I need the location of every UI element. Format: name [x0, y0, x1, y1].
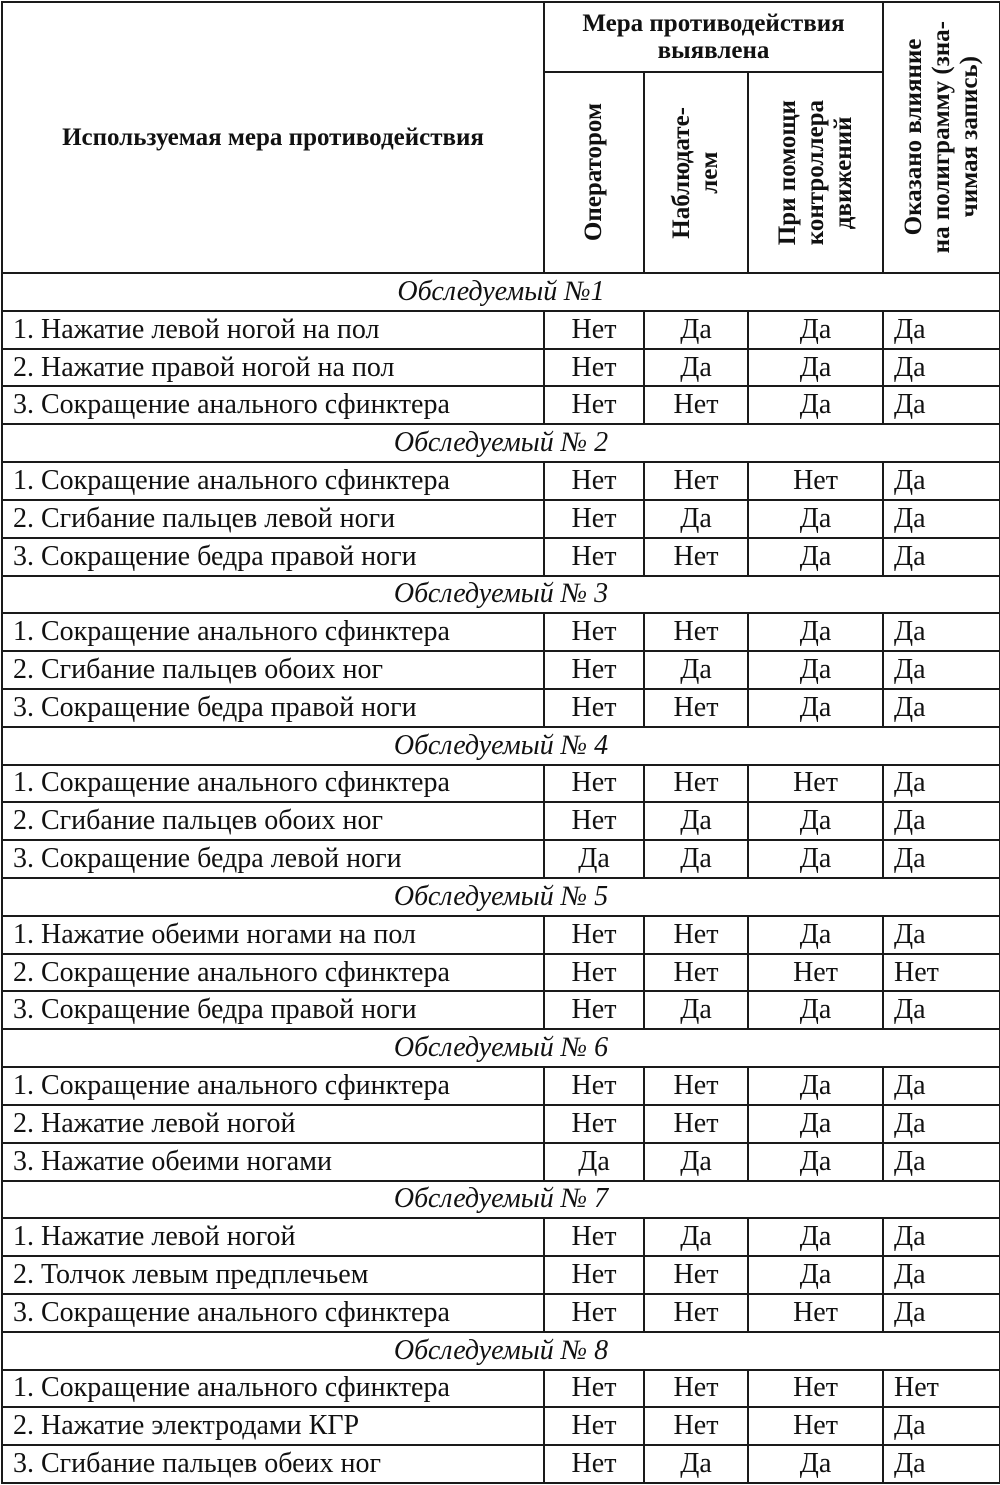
controller-cell: Да	[748, 1105, 883, 1143]
measure-cell: 2. Сокращение анального сфинктера	[2, 954, 544, 992]
table-row	[2, 311, 1000, 349]
operator-cell: Нет	[544, 538, 644, 576]
influence-cell: Да	[883, 386, 1000, 424]
observer-cell: Да	[644, 1445, 748, 1483]
observer-cell: Нет	[644, 1256, 748, 1294]
measure-cell: 3. Сокращение бедра левой ноги	[2, 840, 544, 878]
measure-cell: 1. Сокращение анального сфинктера	[2, 1370, 544, 1408]
measure-cell: 1. Сокращение анального сфинктера	[2, 765, 544, 803]
controller-cell: Да	[748, 651, 883, 689]
observer-cell: Нет	[644, 765, 748, 803]
operator-cell: Да	[544, 840, 644, 878]
controller-cell: Нет	[748, 1407, 883, 1445]
controller-cell: Да	[748, 916, 883, 954]
controller-cell: Да	[748, 991, 883, 1029]
operator-cell: Нет	[544, 689, 644, 727]
controller-cell: Да	[748, 349, 883, 387]
measure-cell: 2. Сгибание пальцев левой ноги	[2, 500, 544, 538]
table-row	[2, 689, 1000, 727]
controller-cell: Нет	[748, 462, 883, 500]
observer-cell: Нет	[644, 916, 748, 954]
operator-cell: Нет	[544, 802, 644, 840]
table-row	[2, 613, 1000, 651]
controller-cell: Да	[748, 689, 883, 727]
operator-cell: Да	[544, 1143, 644, 1181]
controller-cell: Нет	[748, 954, 883, 992]
influence-cell: Да	[883, 1067, 1000, 1105]
measure-cell: 3. Сокращение анального сфинктера	[2, 1294, 544, 1332]
observer-cell: Да	[644, 500, 748, 538]
table-row	[2, 500, 1000, 538]
measure-cell: 1. Сокращение анального сфинктера	[2, 613, 544, 651]
measure-cell: 1. Нажатие левой ногой	[2, 1218, 544, 1256]
table-row	[2, 462, 1000, 500]
header-operator: Оператором	[580, 103, 607, 242]
subject-label: Обследуемый № 7	[2, 1181, 1000, 1219]
influence-cell: Да	[883, 613, 1000, 651]
measure-cell: 2. Нажатие правой ногой на пол	[2, 349, 544, 387]
influence-cell: Да	[883, 916, 1000, 954]
influence-cell: Да	[883, 1218, 1000, 1256]
table-row	[2, 1067, 1000, 1105]
influence-cell: Да	[883, 651, 1000, 689]
controller-cell: Да	[748, 802, 883, 840]
operator-cell: Нет	[544, 954, 644, 992]
influence-cell: Да	[883, 1294, 1000, 1332]
controller-cell: Да	[748, 538, 883, 576]
controller-cell: Да	[748, 500, 883, 538]
controller-cell: Да	[748, 1218, 883, 1256]
observer-cell: Нет	[644, 1067, 748, 1105]
header-operator-cell	[544, 72, 644, 273]
influence-cell: Да	[883, 765, 1000, 803]
subject-label: Обследуемый № 3	[2, 576, 1000, 614]
operator-cell: Нет	[544, 991, 644, 1029]
influence-cell: Да	[883, 349, 1000, 387]
observer-cell: Да	[644, 1143, 748, 1181]
operator-cell: Нет	[544, 765, 644, 803]
controller-cell: Да	[748, 1067, 883, 1105]
controller-cell: Нет	[748, 1370, 883, 1408]
controller-cell: Да	[748, 1143, 883, 1181]
operator-cell: Нет	[544, 349, 644, 387]
controller-cell: Да	[748, 840, 883, 878]
measure-cell: 2. Сгибание пальцев обоих ног	[2, 651, 544, 689]
operator-cell: Нет	[544, 1294, 644, 1332]
header-controller-cell	[748, 72, 883, 273]
influence-cell: Нет	[883, 954, 1000, 992]
operator-cell: Нет	[544, 1445, 644, 1483]
observer-cell: Нет	[644, 1370, 748, 1408]
influence-cell: Нет	[883, 1370, 1000, 1408]
countermeasures-table	[1, 1, 1000, 1484]
subject-row	[2, 1332, 1000, 1370]
table-row	[2, 954, 1000, 992]
measure-cell: 3. Сгибание пальцев обеих ног	[2, 1445, 544, 1483]
measure-cell: 1. Нажатие левой ногой на пол	[2, 311, 544, 349]
header-observer-cell	[644, 72, 748, 273]
table-row	[2, 386, 1000, 424]
measure-cell: 1. Сокращение анального сфинктера	[2, 1067, 544, 1105]
table-row	[2, 1218, 1000, 1256]
subject-label: Обследуемый № 8	[2, 1332, 1000, 1370]
controller-cell: Да	[748, 386, 883, 424]
table-row	[2, 1407, 1000, 1445]
influence-cell: Да	[883, 500, 1000, 538]
subject-label: Обследуемый №1	[2, 273, 1000, 311]
observer-cell: Нет	[644, 689, 748, 727]
operator-cell: Нет	[544, 1407, 644, 1445]
subject-label: Обследуемый № 5	[2, 878, 1000, 916]
observer-cell: Нет	[644, 1105, 748, 1143]
header-measure: Используемая мера противодействия	[2, 2, 544, 273]
influence-cell: Да	[883, 311, 1000, 349]
observer-cell: Да	[644, 840, 748, 878]
observer-cell: Нет	[644, 462, 748, 500]
observer-cell: Да	[644, 991, 748, 1029]
subject-row	[2, 727, 1000, 765]
subject-row	[2, 878, 1000, 916]
table-row	[2, 840, 1000, 878]
measure-cell: 2. Нажатие левой ногой	[2, 1105, 544, 1143]
measure-cell: 1. Нажатие обеими ногами на пол	[2, 916, 544, 954]
table-row	[2, 1256, 1000, 1294]
controller-cell: Да	[748, 1445, 883, 1483]
influence-cell: Да	[883, 1256, 1000, 1294]
table-row	[2, 1105, 1000, 1143]
influence-cell: Да	[883, 1445, 1000, 1483]
table-row	[2, 1294, 1000, 1332]
subject-row	[2, 1029, 1000, 1067]
measure-cell: 2. Нажатие электродами КГР	[2, 1407, 544, 1445]
table-row	[2, 651, 1000, 689]
subject-row	[2, 424, 1000, 462]
influence-cell: Да	[883, 1143, 1000, 1181]
operator-cell: Нет	[544, 311, 644, 349]
table-row	[2, 349, 1000, 387]
header-controller: При помощи контроллера движений	[773, 99, 857, 246]
observer-cell: Да	[644, 349, 748, 387]
measure-cell: 2. Сгибание пальцев обоих ног	[2, 802, 544, 840]
measure-cell: 1. Сокращение анального сфинктера	[2, 462, 544, 500]
operator-cell: Нет	[544, 386, 644, 424]
table-header	[2, 2, 1000, 273]
observer-cell: Нет	[644, 386, 748, 424]
controller-cell: Да	[748, 1256, 883, 1294]
header-influence: Оказано влияние на полиграмму (зна- чимая запись)	[899, 21, 983, 254]
table-row	[2, 802, 1000, 840]
operator-cell: Нет	[544, 1370, 644, 1408]
measure-cell: 3. Сокращение бедра правой ноги	[2, 689, 544, 727]
observer-cell: Нет	[644, 538, 748, 576]
operator-cell: Нет	[544, 500, 644, 538]
table-row	[2, 1143, 1000, 1181]
header-detected: Мера противодействия выявлена	[544, 2, 883, 72]
influence-cell: Да	[883, 991, 1000, 1029]
influence-cell: Да	[883, 689, 1000, 727]
influence-cell: Да	[883, 1105, 1000, 1143]
controller-cell: Да	[748, 311, 883, 349]
table-row	[2, 538, 1000, 576]
measure-cell: 3. Сокращение бедра правой ноги	[2, 538, 544, 576]
influence-cell: Да	[883, 1407, 1000, 1445]
operator-cell: Нет	[544, 916, 644, 954]
table-row	[2, 1370, 1000, 1408]
subject-label: Обследуемый № 6	[2, 1029, 1000, 1067]
header-influence-cell	[883, 2, 1000, 273]
observer-cell: Да	[644, 1218, 748, 1256]
operator-cell: Нет	[544, 1067, 644, 1105]
operator-cell: Нет	[544, 1256, 644, 1294]
operator-cell: Нет	[544, 1105, 644, 1143]
influence-cell: Да	[883, 840, 1000, 878]
table-body	[2, 273, 1000, 1483]
subject-row	[2, 576, 1000, 614]
influence-cell: Да	[883, 538, 1000, 576]
table-row	[2, 1445, 1000, 1483]
controller-cell: Нет	[748, 765, 883, 803]
operator-cell: Нет	[544, 651, 644, 689]
observer-cell: Да	[644, 651, 748, 689]
measure-cell: 3. Сокращение бедра правой ноги	[2, 991, 544, 1029]
header-observer: Наблюдате- лем	[668, 106, 723, 239]
controller-cell: Нет	[748, 1294, 883, 1332]
observer-cell: Нет	[644, 1407, 748, 1445]
observer-cell: Нет	[644, 954, 748, 992]
observer-cell: Да	[644, 802, 748, 840]
controller-cell: Да	[748, 613, 883, 651]
measure-cell: 2. Толчок левым предплечьем	[2, 1256, 544, 1294]
subject-label: Обследуемый № 4	[2, 727, 1000, 765]
operator-cell: Нет	[544, 1218, 644, 1256]
influence-cell: Да	[883, 802, 1000, 840]
table-row	[2, 765, 1000, 803]
operator-cell: Нет	[544, 613, 644, 651]
table-row	[2, 991, 1000, 1029]
subject-row	[2, 273, 1000, 311]
observer-cell: Нет	[644, 613, 748, 651]
influence-cell: Да	[883, 462, 1000, 500]
table-row	[2, 916, 1000, 954]
measure-cell: 3. Сокращение анального сфинктера	[2, 386, 544, 424]
operator-cell: Нет	[544, 462, 644, 500]
measure-cell: 3. Нажатие обеими ногами	[2, 1143, 544, 1181]
observer-cell: Да	[644, 311, 748, 349]
subject-row	[2, 1181, 1000, 1219]
subject-label: Обследуемый № 2	[2, 424, 1000, 462]
observer-cell: Нет	[644, 1294, 748, 1332]
